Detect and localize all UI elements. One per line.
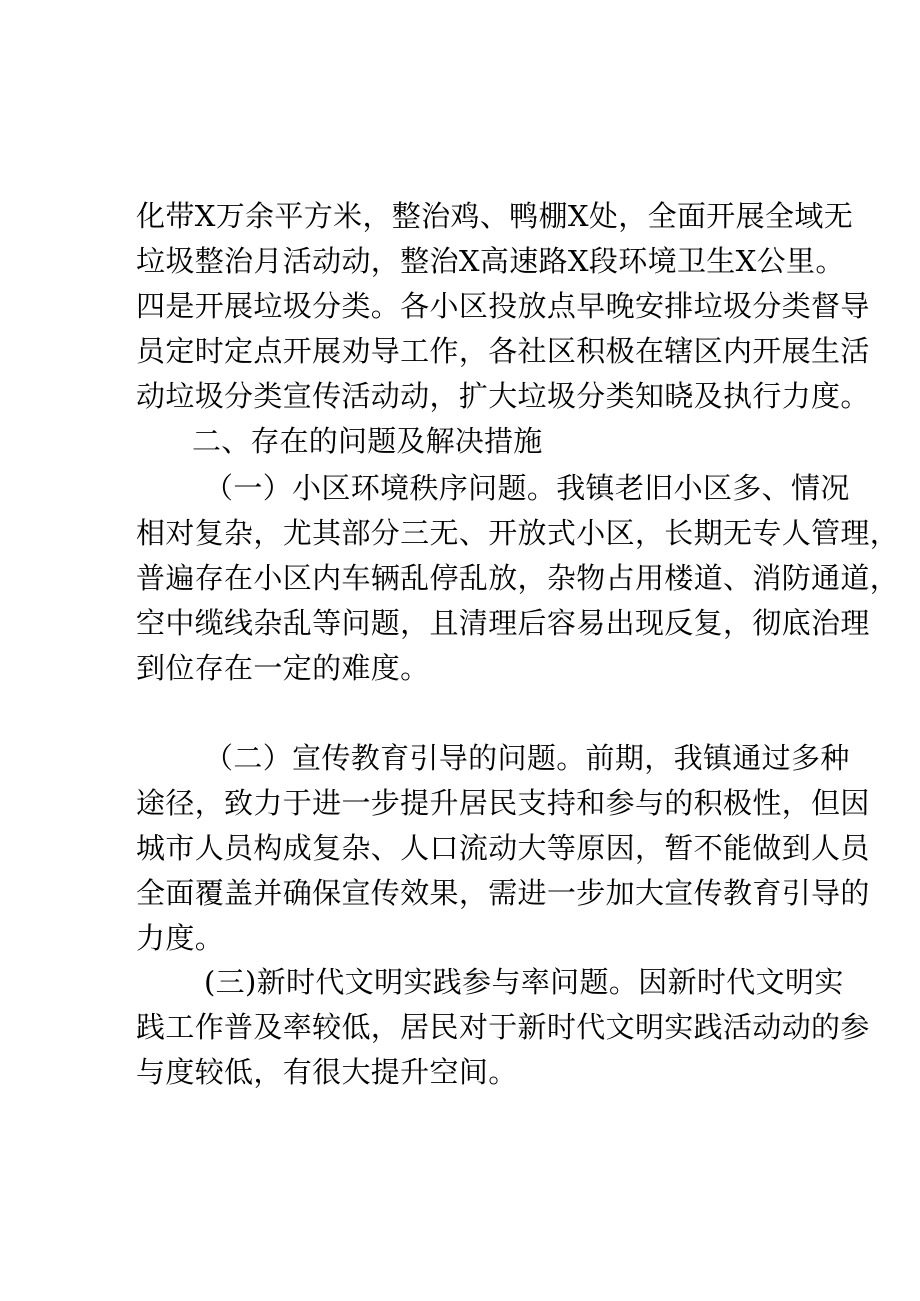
paragraph-line: (三)新时代文明实践参与率问题。因新时代文明实 — [204, 965, 844, 999]
paragraph-line: 普遍存在小区内车辆乱停乱放，杂物占用楼道、消防通道， — [136, 561, 900, 595]
paragraph-line: 垃圾整治月活动动，整治X高速路X段环境卫生X公里。 — [136, 244, 845, 278]
paragraph-line: （一）小区环境秩序问题。我镇老旧小区多、情况 — [204, 471, 850, 505]
paragraph-line: （二）宣传教育引导的问题。前期，我镇通过多种 — [204, 741, 850, 775]
paragraph-line: 相对复杂，尤其部分三无、开放式小区，长期无专人管理， — [136, 516, 900, 550]
paragraph-line: 到位存在一定的难度。 — [136, 651, 430, 685]
paragraph-line: 空中缆线杂乱等问题，且清理后容易出现反复，彻底治理 — [136, 606, 870, 640]
paragraph-line: 城市人员构成复杂、人口流动大等原因，暂不能做到人员 — [136, 831, 870, 865]
paragraph-line: 力度。 — [136, 921, 225, 955]
paragraph-line: 践工作普及率较低，居民对于新时代文明实践活动动的参 — [136, 1010, 870, 1044]
paragraph-line: 与度较低，有很大提升空间。 — [136, 1055, 518, 1089]
paragraph-line: 化带X万余平方米，整治鸡、鸭棚X处，全面开展全域无 — [136, 199, 854, 233]
paragraph-line: 动垃圾分类宣传活动动，扩大垃圾分类知晓及执行力度。 — [136, 379, 870, 413]
paragraph-line: 四是开展垃圾分类。各小区投放点早晚安排垃圾分类督导 — [136, 289, 870, 323]
paragraph-line: 途径，致力于进一步提升居民支持和参与的积极性，但因 — [136, 786, 870, 820]
paragraph-line: 全面覆盖并确保宣传效果，需进一步加大宣传教育引导的 — [136, 876, 870, 910]
section-heading: 二、存在的问题及解决措施 — [192, 424, 543, 458]
paragraph-line: 员定时定点开展劝导工作，各社区积极在辖区内开展生活 — [136, 334, 870, 368]
